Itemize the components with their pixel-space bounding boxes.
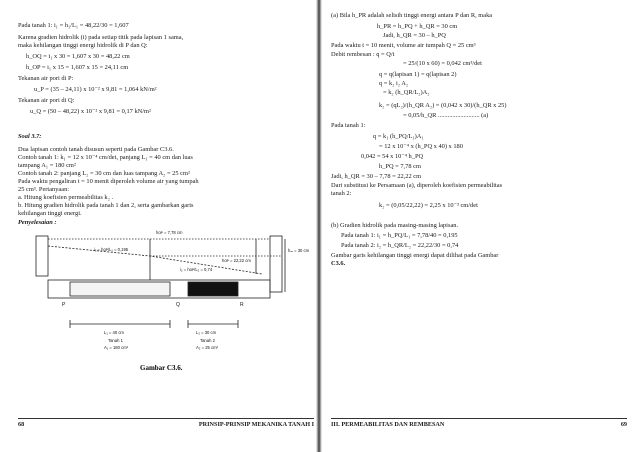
left-reservoir	[36, 236, 48, 276]
text-line: h_OQ = i₁ x 30 = 1,607 x 30 = 48,22 cm	[26, 53, 130, 60]
label-point-r: R	[240, 302, 244, 308]
label-grad1: i₁ = hᴏᴘ/L₁ = 0,195	[94, 247, 129, 252]
text-line: h_PQ = 7,78 cm	[379, 163, 421, 170]
text-line: Contoh tanah 1: k₁ = 12 x 10⁻⁴ cm/det, panjang L₁ = 40 cm dan luas	[18, 154, 193, 161]
label-point-p: P	[62, 302, 66, 308]
text-line: Tekanan air pori di Q:	[18, 97, 75, 104]
text-line: 0,042 = 54 x 10⁻⁴ h_PQ	[361, 153, 424, 160]
text-line: k₂ = (0,05/22,22) = 2,25 x 10⁻³ cm/det	[379, 202, 478, 209]
right-page	[319, 0, 638, 452]
text-line: Contoh tanah 2: panjang L₂ = 30 cm dan luas tampang A₂ = 25 cm²	[18, 170, 190, 177]
right-running-title: III. PERMEABILITAS DAN REMBESAN	[331, 421, 445, 428]
label-point-q: Q	[176, 302, 180, 308]
text-line: 25 cm³. Pertanyaan:	[18, 186, 70, 193]
label-head-right: hᴏᴘ = 22,22 cm	[222, 258, 251, 263]
text-line: Pada tanah 2: i₂ = h_QR/L₂ = 22,22/30 = 0,74	[341, 242, 459, 249]
text-line: = 12 x 10⁻⁴ x (h_PQ x 40) x 180	[379, 143, 463, 150]
text-line: q = q(lapisan 1) = q(lapisan 2)	[379, 71, 457, 78]
text-line: Karena gradien hidrolik (i) pada setiap titik pada lapisan 1 sama,	[18, 34, 184, 41]
figure-caption: Gambar C3.6.	[140, 364, 183, 372]
text-line: Jadi, h_QR = 30 – h_PQ	[383, 32, 446, 39]
text-line: Penyelesaian :	[18, 219, 57, 226]
text-line: Pada tanah 1: i₁ = h₁/L₁ = 48,22/30 = 1,607	[18, 22, 129, 29]
text-line: u_P = (35 – 24,11) x 10⁻² x 9,81 = 1,064 kN/m²	[34, 86, 157, 93]
text-line: Pada tanah 1: i₁ = h_PQ/L₁ = 7,78/40 = 0,195	[341, 232, 458, 239]
text-line: h_OP = i₁ x 15 = 1,607 x 15 = 24,11 cm	[26, 64, 129, 71]
text-line: h_PR = h_PQ + h_QR = 30 cm	[377, 23, 458, 30]
text-line: Pada tanah 1:	[331, 122, 366, 129]
text-line: Debit rembesan : q = Q/t	[331, 51, 395, 58]
text-line: a. Hitung koefisien permeabilitas k₂ .	[18, 194, 114, 201]
text-line: Dari substitusi ke Persamaan (a), diperoleh koefisien permeabilitas	[331, 182, 503, 189]
label-area1: A₁ = 180 cm²	[104, 345, 129, 350]
label-area2: A₂ = 25 cm²	[196, 345, 218, 350]
soil-2-sample	[188, 282, 238, 296]
text-line: Pada waktu pengaliran t = 10 menit diperoleh volume air yang tumpah	[18, 178, 199, 185]
text-line: (a) Bila h_PR adalah selisih tinggi energi antara P dan R, maka	[331, 12, 493, 19]
text-line: q = k₁ (h_PQ/L₁)A₁	[373, 133, 424, 140]
text-line: C3.6.	[331, 260, 346, 267]
text-line: Tekanan air pori di P:	[18, 75, 74, 82]
text-line: Dua lapisan contoh tanah disusun seperti pada Gambar C3.6.	[18, 146, 174, 153]
text-line: Gambar garis kehilangan tinggi energi dapat dilihat pada Gambar	[331, 252, 499, 259]
left-running-title: PRINSIP-PRINSIP MEKANIKA TANAH I	[198, 421, 314, 428]
text-line: = 25/(10 x 60) = 0,042 cm³/det	[403, 60, 482, 67]
text-line: tampang A₁ = 180 cm²	[18, 162, 76, 169]
text-line: b. Hitung gradien hidrolik pada tanah 1 dan 2, serta gambarkan garis	[18, 202, 194, 209]
left-footer	[18, 418, 314, 429]
text-line: Pada waktu t = 10 menit, volume air tumpah Q = 25 cm³	[331, 42, 476, 49]
text-line: k₂ = (qL₂)/(h_QR A₂) = (0,042 x 30)/(h_QR x 25)	[379, 102, 507, 109]
label-head-left: hᴏᴘ = 7,78 cm	[156, 230, 183, 235]
text-line: kehilangan tinggi energi.	[18, 210, 82, 217]
soil-1-sample	[70, 282, 170, 296]
text-line: q = k₂ i₂ A₂	[379, 80, 409, 87]
text-line: maka kehilangan tinggi energi hidrolik di P dan Q:	[18, 42, 148, 49]
text-line: Jadi, h_QR = 30 – 7,78 = 22,22 cm	[331, 173, 422, 180]
text-line: tanah 2:	[331, 190, 352, 197]
text-line: Soal 3.7:	[18, 133, 42, 140]
label-len1: L₁ = 40 cm	[104, 330, 124, 335]
label-soil1: Tanah 1	[108, 338, 123, 343]
right-page-number: 69	[620, 421, 627, 428]
text-line: u_Q = (50 – 48,22) x 10⁻² x 9,81 = 0,17 kN/m²	[30, 108, 151, 115]
text-line: = 0,05/h_QR .......................... (a)	[403, 112, 489, 119]
figure-c3-6	[0, 222, 319, 422]
text-line: = k₂ (h_QR/L₂)A₂	[383, 89, 430, 96]
left-page-number: 68	[18, 421, 25, 428]
right-footer	[331, 418, 627, 429]
label-grad2: i₂ = hᴏᴘ/L₂ = 0,74	[180, 267, 213, 272]
label-len2: L₂ = 30 cm	[196, 330, 217, 335]
label-soil2: Tanah 2	[200, 338, 215, 343]
text-line: (b) Gradien hidrolik pada masing-masing lapisan.	[331, 222, 459, 229]
right-reservoir	[270, 236, 282, 292]
label-total-head: hₘ = 30 cm	[288, 248, 310, 253]
